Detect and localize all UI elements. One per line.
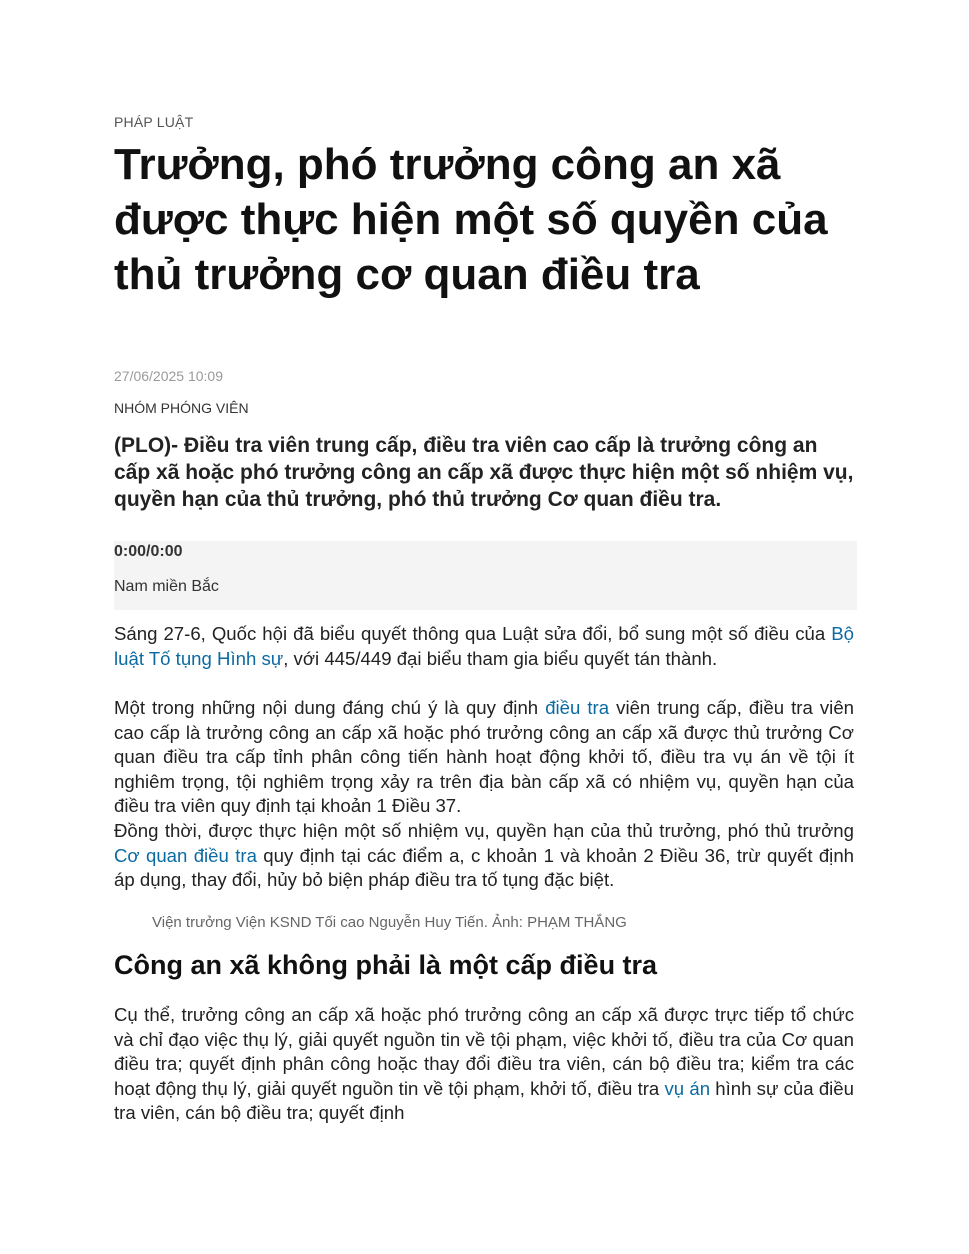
body-paragraph-2 [114, 696, 854, 819]
category-label[interactable]: PHÁP LUẬT [114, 114, 194, 130]
audio-player[interactable] [114, 541, 857, 610]
link-co-quan-dieu-tra[interactable]: Cơ quan điều tra [114, 844, 257, 866]
p3-text-after: quy định tại các điểm a, c khoản 1 và khoản 2 Điều 36, trừ quyết định áp dụng, thay đổi, hủy bỏ biện pháp điều tra tố tụng đặc biệt. [114, 844, 854, 890]
p5-text-after: hình sự của điều tra viên, cán bộ điều tra; quyết định [114, 1077, 854, 1123]
link-dieu-tra[interactable]: điều tra [545, 697, 610, 718]
article-sapo: (PLO)- Điều tra viên trung cấp, điều tra viên cao cấp là trưởng công an cấp xã hoặc phó trưởng công an cấp xã được thực hiện một số nhiệm vụ, quyền hạn của thủ trưởng, phó thủ trưởng Cơ quan điều tra. [114, 434, 854, 511]
body-paragraph-5 [114, 1003, 854, 1126]
link-vu-an[interactable]: vụ án [664, 1077, 711, 1099]
body-paragraph-3 [114, 819, 854, 893]
p2-text-before: Một trong những nội dung đáng chú ý là quy định [114, 697, 546, 718]
audio-time: 0:00/0:00 [114, 543, 183, 560]
p5-text-before: Cụ thể, trưởng công an cấp xã hoặc phó trưởng công an cấp xã được trực tiếp tổ chức và chỉ đạo việc thụ lý, giải quyết nguồn tin về tội phạm, việc khởi tố, điều tra của Cơ quan điều tra; quyết định phân công hoặc thay đổi điều tra viên, cán bộ điều tra; kiểm tra các hoạt động thụ lý, giải quyết nguồn tin về tội phạm, khởi tố, điều tra [114, 1004, 854, 1099]
link-bo-luat-to-tung-hinh-su[interactable]: Bộ luật Tố tụng Hình sự [114, 623, 854, 669]
p1-text-before: Sáng 27-6, Quốc hội đã biểu quyết thông qua Luật sửa đổi, bổ sung một số điều của [114, 623, 832, 644]
voice-select[interactable]: Nam miền Bắc [114, 578, 219, 595]
author-byline: NHÓM PHÓNG VIÊN [114, 400, 249, 416]
article-title: Trưởng, phó trưởng công an xã được thực hiện một số quyền của thủ trưởng cơ quan điều tra [114, 140, 828, 299]
p1-text-after: , với 445/449 đại biểu tham gia biểu quyết tán thành. [283, 647, 718, 669]
p2-text-after: viên trung cấp, điều tra viên cao cấp là trưởng công an cấp xã hoặc phó trưởng công an cấp xã được thủ trưởng Cơ quan điều tra cấp tỉnh phân công tiến hành hoạt động khởi tố, điều tra vụ án về tội ít nghiêm trọng, tội nghiêm trọng xảy ra trên địa bàn cấp xã có nhiệm vụ, quyền hạn của điều tra viên quy định tại khoản 1 Điều 37. [114, 697, 854, 816]
body-paragraph-1 [114, 622, 854, 671]
image-caption: Viện trưởng Viện KSND Tối cao Nguyễn Huy Tiến. Ảnh: PHẠM THẮNG [152, 914, 627, 931]
p3-text-before: Đồng thời, được thực hiện một số nhiệm vụ, quyền hạn của thủ trưởng, phó thủ trưởng [114, 820, 854, 841]
section-subheading: Công an xã không phải là một cấp điều tra [114, 950, 658, 980]
publish-datetime: 27/06/2025 10:09 [114, 368, 223, 384]
